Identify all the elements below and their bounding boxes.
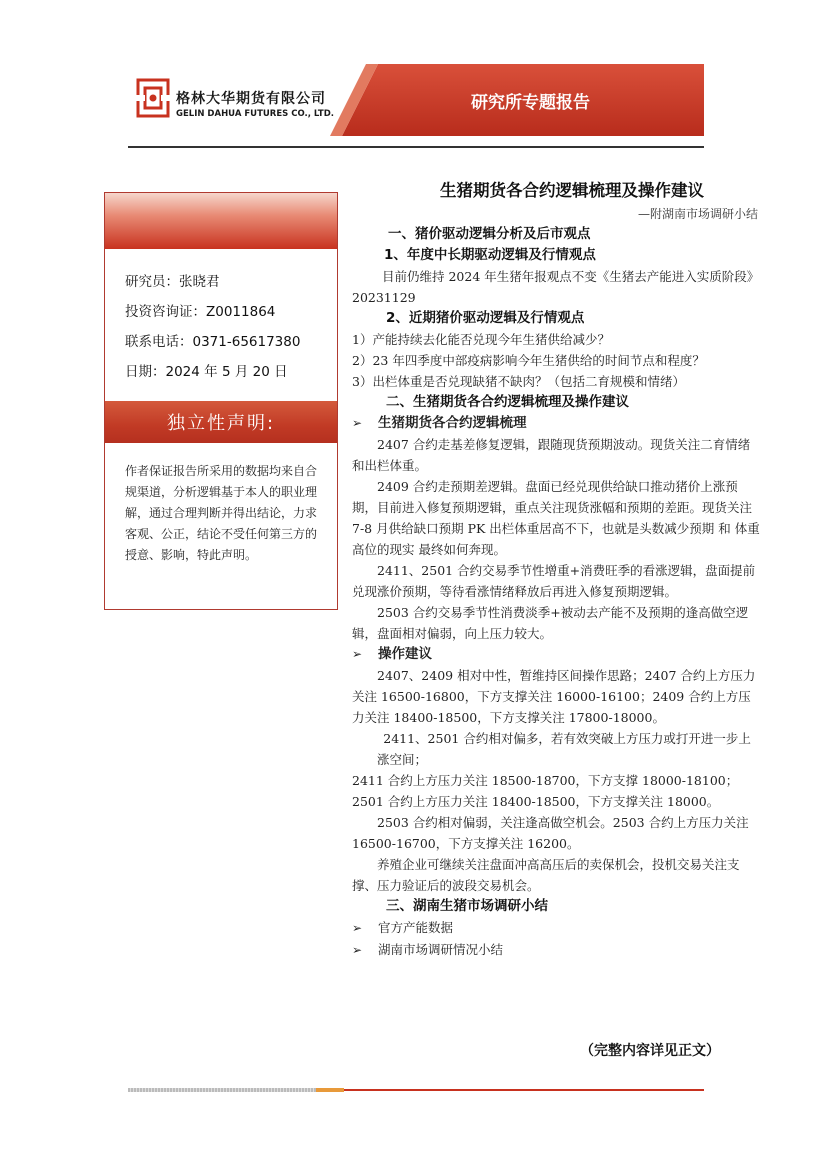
bullet-item [352, 644, 762, 665]
contact-phone: 联系电话：0371-65617380 [125, 334, 301, 350]
section-1-sub-1-text: 目前仍维持 2024 年生猪年报观点不变《生猪去产能进入实质阶段》20231129 [352, 269, 760, 305]
footer-rule-red [344, 1089, 704, 1091]
report-type-label: 研究所专题报告 [471, 93, 590, 113]
header-divider [128, 146, 704, 148]
report-header [128, 64, 704, 136]
paragraph: 2503 合约交易季节性消费淡季+被动去产能不及预期的逢高做空逻辑，盘面相对偏弱，向上压力较大。 [352, 605, 749, 641]
paragraph: 2503 合约相对偏弱，关注逢高做空机会。2503 合约上方压力关注 16500-16700，下方支撑关注 16200。 [352, 815, 749, 851]
main-content [352, 178, 762, 961]
bullet-item [352, 413, 762, 434]
section-1-item: 1）产能持续去化能否兑现今年生猪供给减少？ [352, 332, 610, 347]
paragraph: 2407 合约走基差修复逻辑，跟随现货预期波动。现货关注二育情绪和出栏体重。 [352, 437, 751, 473]
paragraph: 2411、2501 合约相对偏多，若有效突破上方压力或打开进一步上涨空间； [377, 731, 751, 767]
full-text-note: （完整内容详见正文） [580, 1043, 720, 1059]
paragraph: 2411、2501 合约交易季节性增重+消费旺季的看涨逻辑，盘面提前兑现涨价预期，等待看涨情绪释放后再进入修复预期逻辑。 [352, 563, 756, 599]
bullet-item [352, 939, 762, 961]
paragraph: 2501 合约上方压力关注 18400-18500，下方支撑关注 18000。 [352, 794, 720, 809]
paragraph: 2409 合约走预期差逻辑。盘面已经兑现供给缺口推动猪价上涨预期，目前进入修复预期逻辑，重点关注现货涨幅和预期的差距。现货关注 7-8 月供给缺口预期 PK 出栏体重居高不下，也就是头数减少预期 和 体重高位的现实 最终如何奔现。 [352, 479, 760, 557]
arrow-bullet-icon: ➢ [352, 647, 363, 661]
arrow-bullet-icon: ➢ [352, 943, 363, 957]
statement-title: 独立性声明: [166, 413, 276, 434]
bullet-text: 湖南市场调研情况小结 [378, 942, 504, 957]
statement-text: 作者保证报告所采用的数据均来自合规渠道，分析逻辑基于本人的职业理解，通过合理判断并得出结论，力求客观、公正，结论不受任何第三方的授意、影响，特此声明。 [125, 464, 318, 562]
sidebar-top-band [105, 193, 337, 249]
bullet-heading: 生猪期货各合约逻辑梳理 [378, 415, 527, 431]
bullet-text: 官方产能数据 [378, 920, 454, 935]
paragraph: 2407、2409 相对中性，暂维持区间操作思路；2407 合约上方压力关注 16500-16800，下方支撑关注 16000-16100；2409 合约上方压力关注 18400-18500，下方支撑关注 17800-18000。 [352, 668, 756, 725]
bullet-heading: 操作建议 [378, 646, 432, 662]
section-2-heading: 二、生猪期货各合约逻辑梳理及操作建议 [386, 394, 629, 410]
analyst-name: 研究员：张晓君 [125, 274, 220, 290]
section-1-heading: 一、猪价驱动逻辑分析及后市观点 [388, 226, 591, 242]
paragraph: 养殖企业可继续关注盘面冲高高压后的卖保机会，投机交易关注支撑、压力验证后的波段交易机会。 [352, 857, 740, 893]
arrow-bullet-icon: ➢ [352, 921, 363, 935]
analyst-sidebar [104, 192, 338, 610]
footer-divider [128, 1088, 704, 1092]
license-number: 投资咨询证：Z0011864 [125, 304, 276, 320]
document-title: 生猪期货各合约逻辑梳理及操作建议 [440, 181, 704, 200]
report-date: 日期：2024 年 5 月 20 日 [125, 364, 288, 380]
footer-rule-grey [128, 1088, 316, 1092]
document-subtitle: —附湖南市场调研小结 [637, 207, 758, 221]
analyst-info [125, 267, 300, 387]
section-3-heading: 三、湖南生猪市场调研小结 [386, 898, 548, 914]
arrow-bullet-icon: ➢ [352, 416, 363, 430]
section-1-item: 2）23 年四季度中部疫病影响今年生猪供给的时间节点和程度？ [352, 353, 705, 368]
section-1-item: 3）出栏体重是否兑现缺猪不缺肉？（包括二育规模和情绪） [352, 374, 685, 389]
company-name-cn: 格林大华期货有限公司 [176, 91, 326, 107]
paragraph: 2411 合约上方压力关注 18500-18700，下方支撑 18000-18100； [352, 773, 739, 788]
footer-rule-orange [316, 1088, 344, 1092]
bullet-item [352, 917, 762, 939]
company-name-en: GELIN DAHUA FUTURES CO., LTD. [176, 109, 334, 119]
company-logo-icon [136, 78, 170, 118]
section-1-sub-1-heading: 1、年度中长期驱动逻辑及行情观点 [384, 247, 596, 263]
section-1-sub-2-heading: 2、近期猪价驱动逻辑及行情观点 [386, 310, 585, 326]
